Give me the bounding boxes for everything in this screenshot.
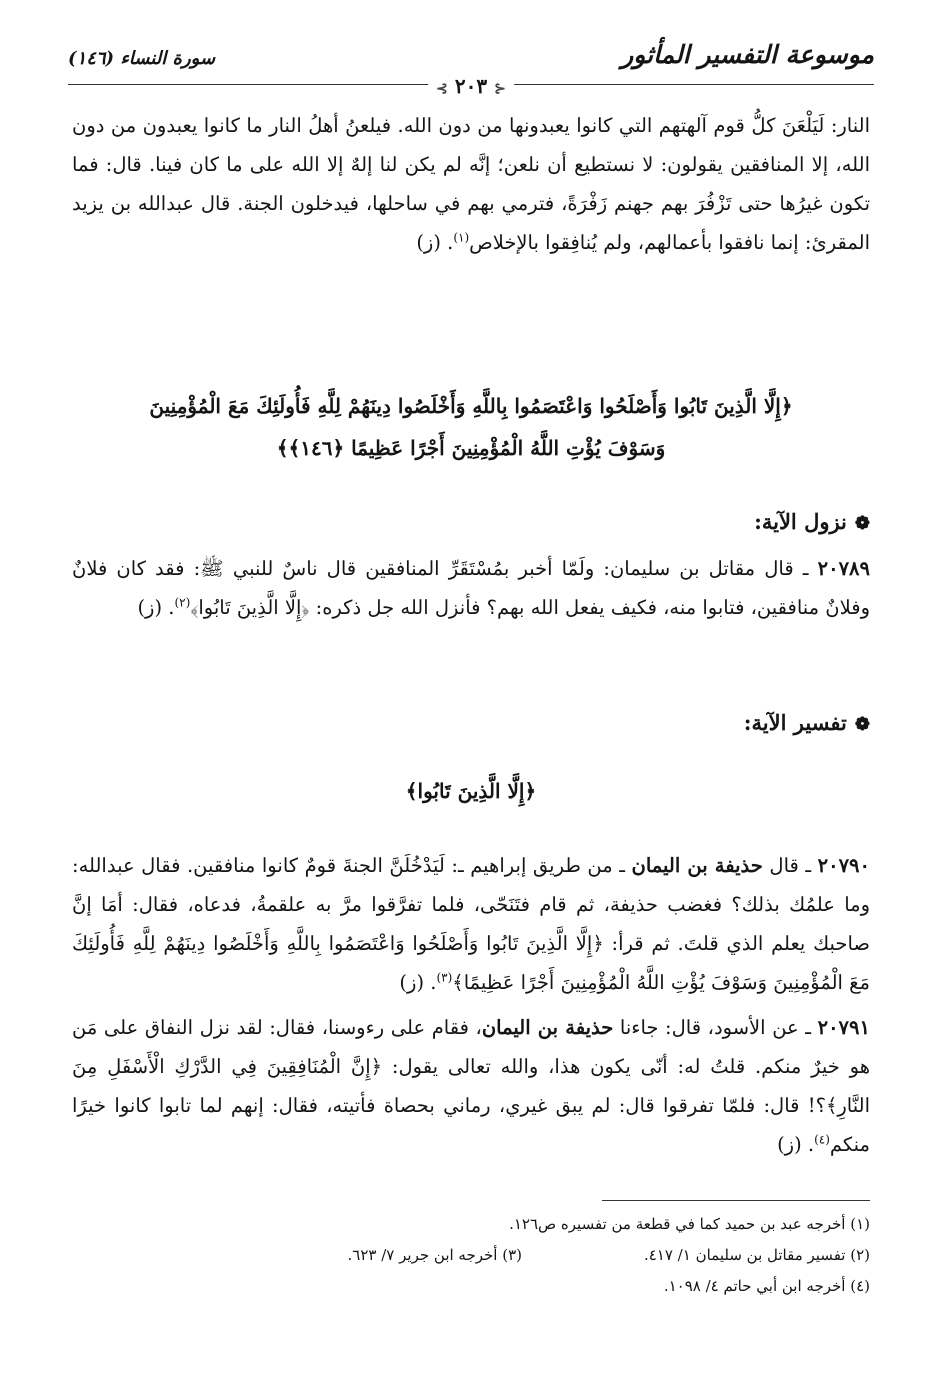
hadith-number: ٢٠٧٨٩: [817, 557, 870, 580]
sub-verse: ﴿إِلَّا الَّذِينَ تَابُوا﴾: [405, 779, 537, 803]
hadith-number: ٢٠٧٩١: [817, 1016, 870, 1039]
hadith-20789: [72, 549, 870, 627]
section-heading-tafsir: [744, 710, 870, 735]
intro-tail: . (ز): [416, 231, 454, 254]
flower-icon: ❁: [854, 714, 870, 735]
narrator-name: حذيفة بن اليمان: [481, 1016, 614, 1039]
footnote-4: (٤) أخرجه ابن أبي حاتم ٤/ ١٠٩٨.: [663, 1277, 870, 1295]
hadith-tail: . (ز): [399, 971, 437, 994]
hadith-text: ـ قال مقاتل بن سليمان: ولَمّا أخبر بمُسْتَقَرِّ المنافقين قال ناسٌ للنبي ﷺ: فقد كان فلانٌ وفلانٌ منافقين، فتابوا منه، فكيف يفعل الله بهم؟ فأنزل الله جل ذكره: ﴿إِلَّا الَّذِينَ تَابُوا﴾: [72, 557, 870, 619]
hadith-text-a: ـ عن الأسود، قال: جاءنا: [613, 1016, 818, 1039]
page-number-text: ٢٠٣: [454, 74, 488, 98]
section-title: نزول الآية:: [754, 509, 847, 534]
footnote-2: (٢) تفسير مقاتل بن سليمان ١/ ٤١٧.: [643, 1246, 870, 1264]
section-title: تفسير الآية:: [743, 710, 847, 735]
book-title: موسوعة التفسير المأثور: [621, 40, 874, 69]
verse-block: [88, 385, 854, 469]
footnote-ref-4: (٤): [814, 1132, 830, 1147]
running-header: [68, 36, 874, 96]
hadith-number: ٢٠٧٩٠: [817, 854, 870, 877]
hadith-tail: . (ز): [137, 596, 175, 619]
footnote-3: (٣) أخرجه ابن جرير ٧/ ٦٢٣.: [347, 1246, 522, 1264]
footnote-separator: [602, 1200, 870, 1201]
footnote-ref-1: (١): [453, 230, 470, 245]
verse-line-2: وَسَوْفَ يُؤْتِ اللَّهُ الْمُؤْمِنِينَ أَجْرًا عَظِيمًا ﴿١٤٦﴾﴾: [276, 436, 666, 460]
narrator-name: حذيفة بن اليمان: [631, 854, 763, 877]
hadith-20790: [72, 846, 870, 1002]
flower-icon: ❁: [854, 513, 870, 534]
hadith-20791: [72, 1008, 870, 1164]
intro-text: النار: لَيَلْعَنَ كلُّ قوم آلهتهم التي كانوا يعبدونها من دون الله. فيلعنُ أهلُ النار ما كانوا يعبدون من دون الله، إلا المنافقين يقولون: لا نستطيع أن نلعن؛ إنَّه لم يكن لنا إلهٌ إلا الله على ما كان فينا. قال: فما تكون غيرُها حتى تَزْفُرَ بهم جهنم زَفْرَةً، فترمي بهم في ساحلها، فيدخلون الجنة. قال عبدالله بن يزيد المقرئ: إنما نافقوا بأعمالهم، ولم يُنافِقوا بالإخلاص: [72, 114, 870, 254]
ornament-left-icon: ⊰: [436, 81, 448, 97]
page-number: [428, 74, 514, 98]
section-heading-nuzul: [754, 509, 870, 534]
surah-label: سورة النساء (١٤٦): [68, 48, 216, 69]
footnote-ref-2: (٢): [174, 595, 191, 610]
hadith-text-b: ـ من طريق إبراهيم ـ: لَيَدْخُلَنَّ الجنةَ قومٌ كانوا منافقين. فقال عبدالله: وما علمُك بذلك؟ فغضب حذيفة، ثم قام فتَنَحّى، فلما تفرَّقوا مرَّ به علقمةُ، فدعاه، فقال: أمَا إنَّ صاحبك يعلم الذي قلتَ. ثم قرأ: ﴿إِلَّا الَّذِينَ تَابُوا وَأَصْلَحُوا وَاعْتَصَمُوا بِاللَّهِ وَأَخْلَصُوا دِينَهُمْ لِلَّهِ فَأُولَئِكَ مَعَ الْمُؤْمِنِينَ وَسَوْفَ يُؤْتِ اللَّهُ الْمُؤْمِنِينَ أَجْرًا عَظِيمًا﴾: [72, 854, 870, 994]
intro-paragraph: [72, 106, 870, 262]
footnote-1: (١) أخرجه عبد بن حميد كما في قطعة من تفسيره ص١٢٦.: [509, 1215, 870, 1233]
verse-line-1: ﴿إِلَّا الَّذِينَ تَابُوا وَأَصْلَحُوا وَاعْتَصَمُوا بِاللَّهِ وَأَخْلَصُوا دِينَهُمْ لِلَّهِ فَأُولَئِكَ مَعَ الْمُؤْمِنِينَ: [149, 394, 793, 418]
hadith-text-a: ـ قال: [762, 854, 818, 877]
footnote-ref-3: (٣): [436, 970, 453, 985]
hadith-tail: . (ز): [777, 1133, 815, 1156]
hadith-text-b: ، فقام على رءوسنا، فقال: لقد نزل النفاق على مَن هو خيرٌ منكم. قلتُ له: أنّى يكون هذا، والله تعالى يقول: ﴿إِنَّ الْمُنَافِقِينَ فِي الدَّرْكِ الْأَسْفَلِ مِنَ النَّارِ﴾؟! قال: فلمّا تفرقوا قال: لم يبق غيري، رماني بحصاة فأتيته، فقال: إنهم لما تابوا كانوا خيرًا منكم: [72, 1016, 870, 1156]
ornament-right-icon: ⊱: [494, 81, 506, 97]
